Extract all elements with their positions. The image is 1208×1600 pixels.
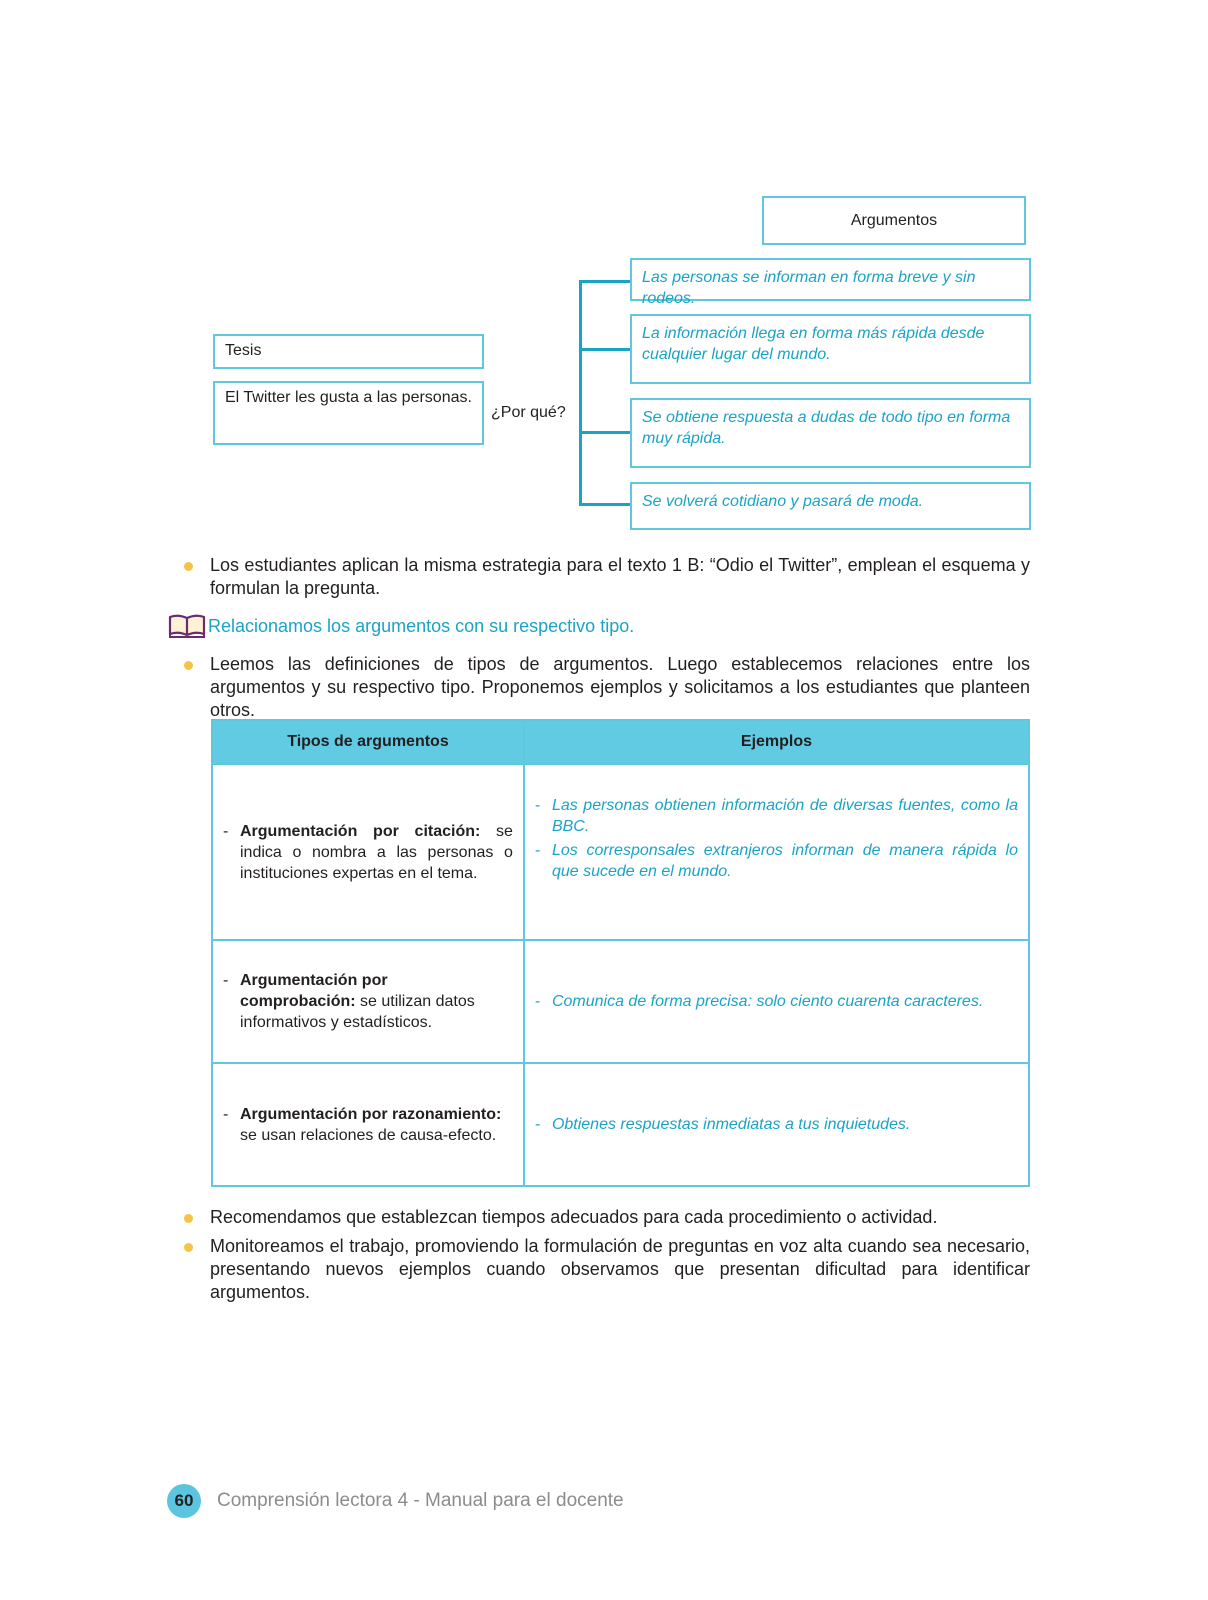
bracket-vertical-line: [579, 280, 582, 506]
example-text: Las personas obtienen información de diversas fuentes, como la BBC.: [551, 797, 1018, 835]
type-name: Argumentación por comprobación:: [240, 972, 388, 1010]
type-description: se utilizan datos informativos y estadísticos.: [240, 993, 475, 1031]
bullet-dot: [184, 661, 193, 670]
type-cell: - Argumentación por comprobación: se utilizan datos informativos y estadísticos.: [212, 940, 524, 1063]
thesis-text: El Twitter les gusta a las personas.: [225, 389, 472, 406]
thesis-text-box: [213, 381, 484, 445]
argument-box-3: [630, 398, 1031, 468]
type-description: se usan relaciones de causa-efecto.: [240, 1126, 497, 1144]
bracket-arm-3: [579, 431, 630, 434]
page-number: 60: [167, 1484, 201, 1518]
table-header-row: [212, 720, 1029, 764]
bracket-arm-4: [579, 503, 630, 506]
type-name: Argumentación por citación:: [240, 822, 481, 840]
footer-title: Comprensión lectora 4 - Manual para el docente: [217, 1490, 624, 1511]
bullet-item: [184, 653, 1030, 722]
table-header-examples: Ejemplos: [524, 720, 1029, 764]
bullet-text: Leemos las definiciones de tipos de argumentos. Luego establecemos relaciones entre los argumentos y su respectivo tipo. Proponemos ejemplos y solicitamos a los estudiantes que planteen otros.: [210, 654, 1030, 720]
arguments-header-box: [762, 196, 1026, 245]
thesis-label-box: [213, 334, 484, 369]
type-name: Argumentación por razonamiento:: [240, 1105, 502, 1123]
argument-text-1: Las personas se informan en forma breve y sin rodeos.: [642, 269, 976, 307]
table-row: [212, 940, 1029, 1063]
example-item: - Las personas obtienen información de diversas fuentes, como la BBC.: [534, 797, 1018, 835]
bullet-text: Los estudiantes aplican la misma estrategia para el texto 1 B: “Odio el Twitter”, emplean el esquema y formulan la pregunta.: [210, 555, 1030, 598]
example-item: - Los corresponsales extranjeros informan de manera rápida lo que sucede en el mundo.: [534, 842, 1018, 880]
example-text: Los corresponsales extranjeros informan de manera rápida lo que sucede en el mundo.: [551, 842, 1018, 880]
argument-box-4: [630, 482, 1031, 530]
open-book-icon: [168, 613, 206, 639]
bullet-item: [184, 554, 1030, 600]
thesis-label: Tesis: [225, 342, 262, 359]
argument-text-2: La información llega en forma más rápida desde cualquier lugar del mundo.: [642, 325, 985, 363]
why-question: ¿Por qué?: [491, 404, 566, 421]
argument-box-2: [630, 314, 1031, 384]
bullet-item: [184, 1235, 1030, 1304]
bullet-text: Recomendamos que establezcan tiempos adecuados para cada procedimiento o actividad.: [210, 1207, 938, 1227]
bracket-arm-2: [579, 348, 630, 351]
example-item: - Obtienes respuestas inmediatas a tus inquietudes.: [534, 1116, 911, 1133]
bullet-item: [184, 1206, 1030, 1229]
example-text: Comunica de forma precisa: solo ciento cuarenta caracteres.: [551, 993, 984, 1010]
bracket-arm-1: [579, 280, 630, 283]
type-cell: - Argumentación por citación: se indica o nombra a las personas o instituciones expertas en el tema.: [212, 764, 524, 940]
table-row: [212, 764, 1029, 940]
arguments-header: Argumentos: [850, 211, 938, 229]
argument-box-1: [630, 258, 1031, 307]
argument-text-3: Se obtiene respuesta a dudas de todo tipo en forma muy rápida.: [642, 409, 1011, 447]
argument-text-4: Se volverá cotidiano y pasará de moda.: [642, 493, 924, 510]
bullet-dot: [184, 1214, 193, 1223]
section-heading-text: Relacionamos los argumentos con su respectivo tipo.: [208, 615, 635, 636]
examples-cell: [524, 1063, 1029, 1186]
example-text: Obtienes respuestas inmediatas a tus inquietudes.: [551, 1116, 911, 1133]
bullet-text: Monitoreamos el trabajo, promoviendo la formulación de preguntas en voz alta cuando sea necesario, presentando nuevos ejemplos cuando observamos que presentan dificultad para identificar argumentos.: [210, 1236, 1030, 1302]
type-description: se indica o nombra a las personas o instituciones expertas en el tema.: [240, 822, 513, 882]
bullet-dot: [184, 562, 193, 571]
type-cell: - Argumentación por razonamiento: se usan relaciones de causa-efecto.: [212, 1063, 524, 1186]
table-row: [212, 1063, 1029, 1186]
bullet-dot: [184, 1243, 193, 1252]
argument-types-table: [211, 719, 1030, 1187]
example-item: - Comunica de forma precisa: solo ciento cuarenta caracteres.: [534, 993, 984, 1010]
examples-cell: [524, 764, 1029, 940]
table-header-types: Tipos de argumentos: [212, 720, 524, 764]
examples-cell: [524, 940, 1029, 1063]
section-heading: [168, 613, 634, 639]
